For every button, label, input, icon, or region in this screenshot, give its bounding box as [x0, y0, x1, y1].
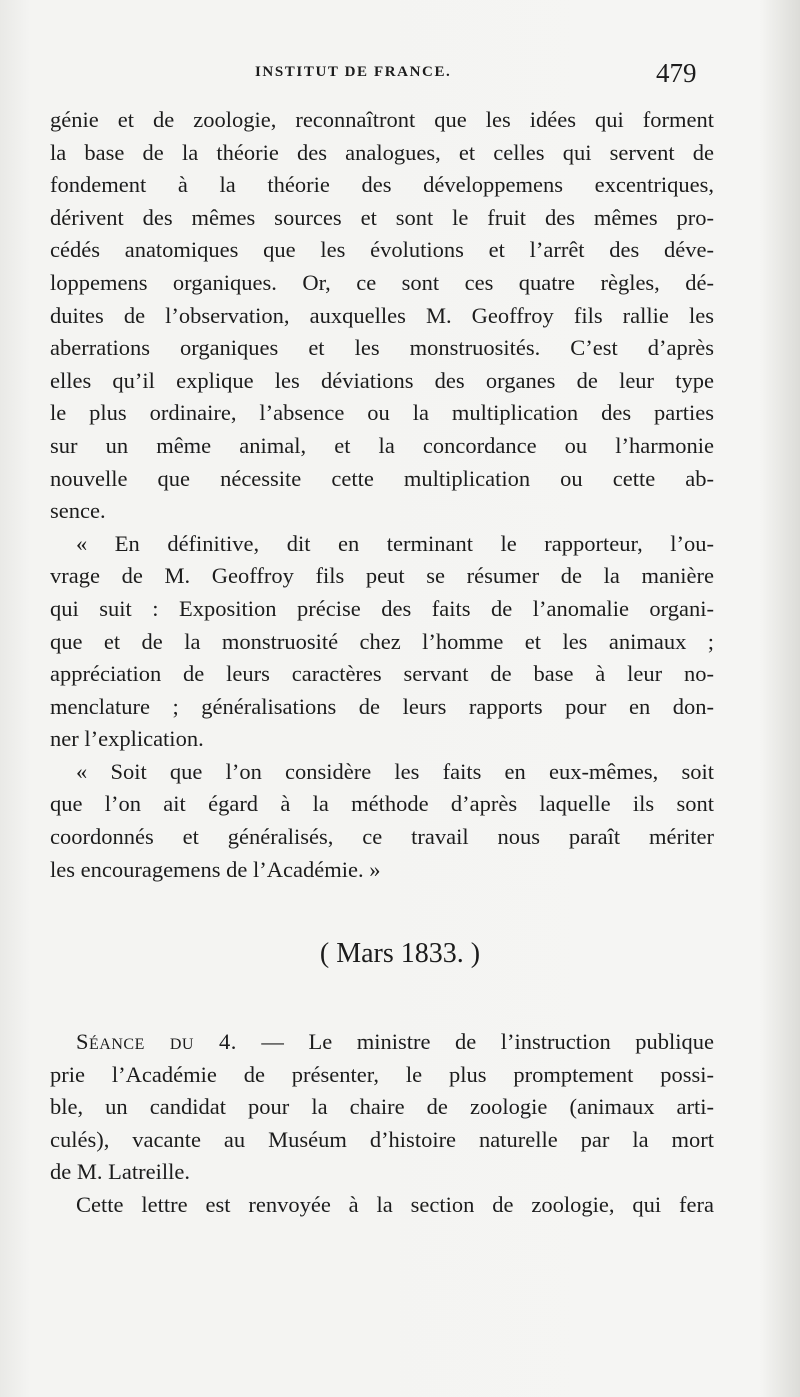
text-line: que et de la monstruosité chez l’homme et les animaux ; [50, 628, 714, 654]
text-line: la base de la théorie des analogues, et celles qui servent de [50, 139, 714, 165]
text-line: prie l’Académie de présenter, le plus promptement possi- [50, 1061, 714, 1087]
text-line: appréciation de leurs caractères servant de base à leur no- [50, 661, 714, 687]
text-line: loppemens organiques. Or, ce sont ces quatre règles, dé- [50, 269, 714, 295]
text-line: cédés anatomiques que les évolutions et l’arrêt des déve- [50, 237, 714, 263]
text-line: que l’on ait égard à la méthode d’après laquelle ils sont [50, 791, 714, 817]
seance-first-line: — Le ministre de l’instruction publique [236, 1029, 714, 1054]
text-line: de M. Latreille. [50, 1159, 190, 1185]
text-line: duites de l’observation, auxquelles M. Geoffroy fils rallie les [50, 302, 714, 328]
text-line: sence. [50, 498, 106, 524]
text-line: fondement à la théorie des développemens excentriques, [50, 172, 714, 198]
body-text [50, 104, 714, 886]
text-line: vrage de M. Geoffroy fils peut se résumer de la manière [50, 563, 714, 589]
running-head: INSTITUT DE FRANCE. [255, 64, 452, 80]
text-line: les encouragemens de l’Académie. » [50, 856, 381, 882]
seance-label: Séance du 4. [76, 1029, 237, 1054]
text-line: ner l’explication. [50, 726, 204, 752]
text-line: elles qu’il explique les déviations des organes de leur type [50, 367, 714, 393]
text-line: le plus ordinaire, l’absence ou la multiplication des parties [50, 400, 714, 426]
text-line: menclature ; généralisations de leurs rapports pour en don- [50, 693, 714, 719]
text-line: aberrations organiques et les monstruosités. C’est d’après [50, 335, 714, 361]
seance-text [50, 1026, 714, 1222]
text-line: qui suit : Exposition précise des faits de l’anomalie organi- [50, 595, 714, 621]
text-line: ble, un candidat pour la chaire de zoologie (animaux arti- [50, 1094, 714, 1120]
text-line: culés), vacante au Muséum d’histoire naturelle par la mort [50, 1126, 714, 1152]
section-title: ( Mars 1833. ) [319, 938, 481, 969]
text-line: « En définitive, dit en terminant le rapporteur, l’ou- [76, 530, 714, 556]
text-line [50, 1026, 714, 1059]
page-header [0, 58, 800, 92]
text-line: dérivent des mêmes sources et sont le fruit des mêmes pro- [50, 204, 714, 230]
text-line: sur un même animal, et la concordance ou l’harmonie [50, 432, 714, 458]
text-line: Cette lettre est renvoyée à la section de zoologie, qui fera [76, 1191, 714, 1217]
text-line: coordonnés et généralisés, ce travail nous paraît mériter [50, 824, 714, 850]
text-line: nouvelle que nécessite cette multiplication ou cette ab- [50, 465, 714, 491]
page-number: 479 [656, 58, 697, 88]
text-line: génie et de zoologie, reconnaîtront que les idées qui forment [50, 107, 714, 132]
text-line: « Soit que l’on considère les faits en eux-mêmes, soit [76, 758, 714, 784]
